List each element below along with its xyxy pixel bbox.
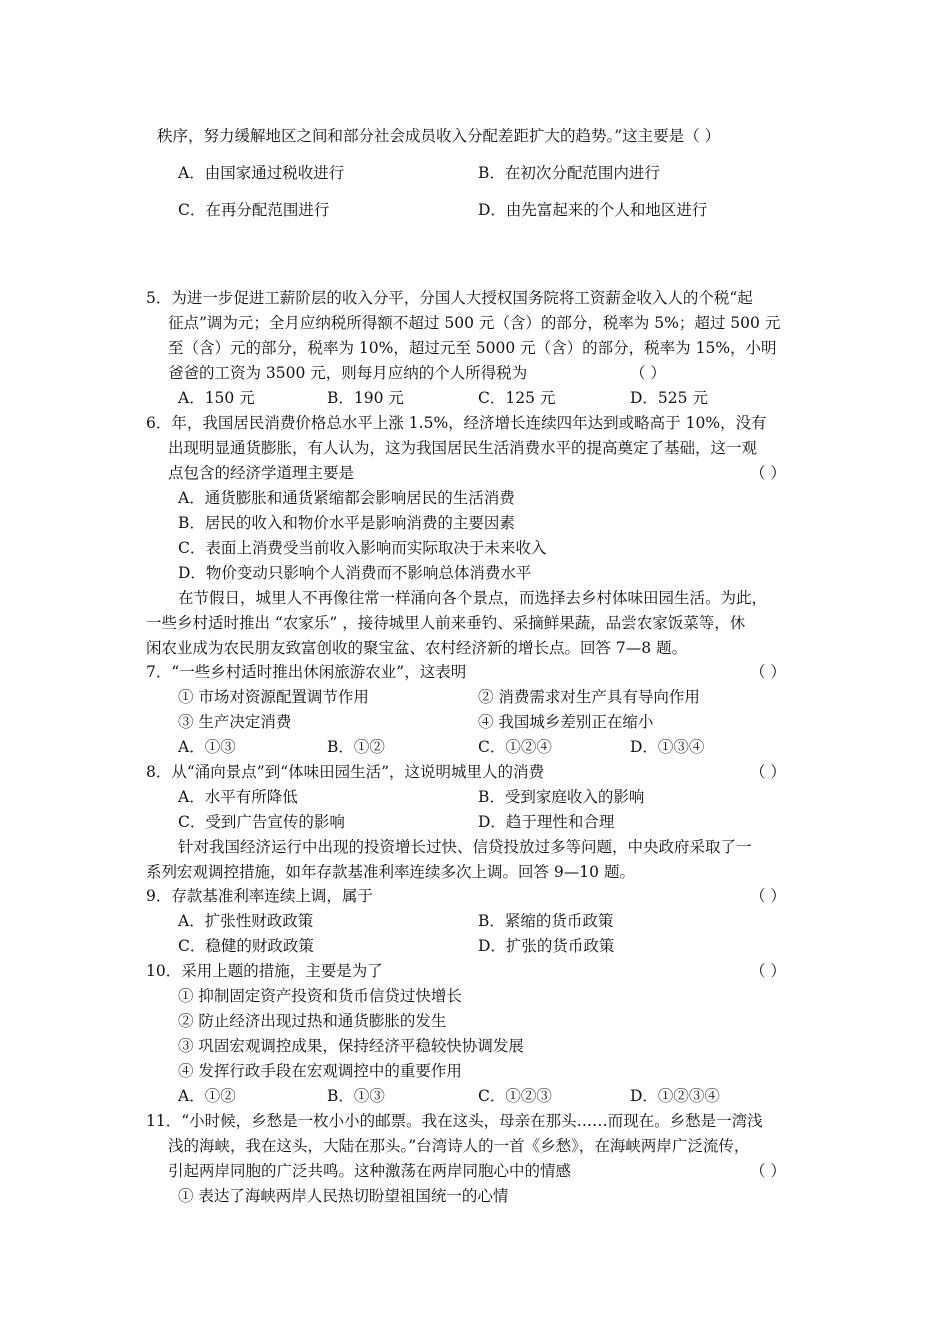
q4-stem: 秩序，努力缓解地区之间和部分社会成员收入分配差距扩大的趋势。”这主要是（ ） bbox=[157, 127, 721, 145]
q7-option-d: D．①③④ bbox=[630, 738, 705, 756]
q10-choice-2: ② 防止经济出现过热和通货膨胀的发生 bbox=[178, 1012, 447, 1030]
q5-option-d: D．525 元 bbox=[630, 389, 708, 407]
q11-choice-1: ① 表达了海峡两岸人民热切盼望祖国统一的心情 bbox=[178, 1187, 509, 1205]
q4-option-c: C．在再分配范围进行 bbox=[178, 201, 330, 219]
q6-line-3: 点包含的经济学道理主要是 bbox=[168, 464, 355, 482]
q10-choice-3: ③ 巩固宏观调控成果，保持经济平稳较快协调发展 bbox=[178, 1037, 524, 1055]
q7-choice-1: ① 市场对资源配置调节作用 bbox=[178, 688, 369, 706]
passage-1-line-1: 在节假日，城里人不再像往常一样涌向各个景点，而选择去乡村体味田园生活。为此， bbox=[178, 589, 768, 607]
q11-line-2: 浅的海峡，我在这头，大陆在那头。”台湾诗人的一首《乡愁》，在海峡两岸广泛流传， bbox=[168, 1137, 750, 1155]
q9-option-d: D．扩张的货币政策 bbox=[478, 937, 615, 955]
q4-option-d: D．由先富起来的个人和地区进行 bbox=[478, 201, 708, 219]
q8-option-c: C．受到广告宣传的影响 bbox=[178, 813, 345, 831]
q8-answer-paren: （ ） bbox=[750, 763, 786, 781]
q6-option-d: D．物价变动只影响个人消费而不影响总体消费水平 bbox=[178, 564, 532, 582]
q7-choice-3: ③ 生产决定消费 bbox=[178, 713, 292, 731]
q8-option-a: A．水平有所降低 bbox=[178, 788, 298, 806]
q10-option-c: C．①②③ bbox=[478, 1087, 552, 1105]
q5-line-2: 征点”调为元；全月应纳税所得额不超过 500 元（含）的部分，税率为 5%；超过 500 元 bbox=[168, 314, 781, 332]
q5-line-3: 至（含）元的部分，税率为 10%，超过元至 5000 元（含）的部分，税率为 15%，小明 bbox=[168, 339, 777, 357]
q5-option-a: A．150 元 bbox=[178, 389, 255, 407]
passage-2-line-2: 系列宏观调控措施，如年存款基准利率连续多次上调。回答 9—10 题。 bbox=[146, 863, 635, 881]
q8-stem: 8．从“涌向景点”到“体味田园生活”，这说明城里人的消费 bbox=[146, 763, 545, 781]
q10-option-d: D．①②③④ bbox=[630, 1087, 720, 1105]
q5-option-c: C．125 元 bbox=[478, 389, 556, 407]
q8-option-d: D．趋于理性和合理 bbox=[478, 813, 615, 831]
q11-answer-paren: （ ） bbox=[750, 1162, 786, 1180]
q11-line-1: 11．“小时候，乡愁是一枚小小的邮票。我在这头，母亲在那头……而现在。乡愁是一湾浅 bbox=[146, 1112, 763, 1130]
q10-stem: 10．采用上题的措施，主要是为了 bbox=[146, 962, 383, 980]
q6-line-1: 6．年，我国居民消费价格总水平上涨 1.5%，经济增长连续四年达到或略高于 10%，没有 bbox=[146, 414, 767, 432]
q5-answer-paren: （ ） bbox=[630, 364, 666, 382]
passage-2-line-1: 针对我国经济运行中出现的投资增长过快、信贷投放过多等问题，中央政府采取了一 bbox=[178, 838, 752, 856]
q6-option-a: A．通货膨胀和通货紧缩都会影响居民的生活消费 bbox=[178, 489, 515, 507]
q7-choice-2: ② 消费需求对生产具有导向作用 bbox=[478, 688, 700, 706]
q10-option-b: B．①③ bbox=[327, 1087, 385, 1105]
q9-option-c: C．稳健的财政政策 bbox=[178, 937, 314, 955]
q5-option-b: B．190 元 bbox=[327, 389, 404, 407]
q9-stem: 9．存款基准利率连续上调，属于 bbox=[146, 887, 373, 905]
q7-answer-paren: （ ） bbox=[750, 663, 786, 681]
q6-option-c: C．表面上消费受当前收入影响而实际取决于未来收入 bbox=[178, 539, 547, 557]
passage-1-line-2: 一些乡村适时推出 “农家乐” ，接待城里人前来垂钓、采摘鲜果蔬，品尝农家饭菜等，休 bbox=[146, 614, 746, 632]
q5-line-1: 5．为进一步促进工薪阶层的收入分平，分国人大授权国务院将工资薪金收入人的个税“起 bbox=[146, 289, 753, 307]
q11-line-3: 引起两岸同胞的广泛共鸣。这种激荡在两岸同胞心中的情感 bbox=[168, 1162, 572, 1180]
q7-option-b: B．①② bbox=[327, 738, 385, 756]
q9-option-b: B．紧缩的货币政策 bbox=[478, 912, 614, 930]
q7-option-c: C．①②④ bbox=[478, 738, 552, 756]
q4-option-a: A．由国家通过税收进行 bbox=[178, 164, 345, 182]
q4-option-b: B．在初次分配范围内进行 bbox=[478, 164, 660, 182]
q9-option-a: A．扩张性财政政策 bbox=[178, 912, 314, 930]
q7-stem: 7．“一些乡村适时推出休闲旅游农业”，这表明 bbox=[146, 663, 467, 681]
q7-option-a: A．①③ bbox=[178, 738, 236, 756]
passage-1-line-3: 闲农业成为农民朋友致富创收的聚宝盆、农村经济新的增长点。回答 7—8 题。 bbox=[146, 639, 688, 657]
q6-line-2: 出现明显通货膨胀，有人认为，这为我国居民生活消费水平的提高奠定了基础，这一观 bbox=[168, 439, 758, 457]
q10-option-a: A．①② bbox=[178, 1087, 236, 1105]
q10-choice-4: ④ 发挥行政手段在宏观调控中的重要作用 bbox=[178, 1062, 462, 1080]
q10-answer-paren: （ ） bbox=[750, 962, 786, 980]
q9-answer-paren: （ ） bbox=[750, 887, 786, 905]
q5-line-4: 爸爸的工资为 3500 元，则每月应纳的个人所得税为 bbox=[168, 364, 528, 382]
q6-answer-paren: （ ） bbox=[750, 464, 786, 482]
q7-choice-4: ④ 我国城乡差别正在缩小 bbox=[478, 713, 654, 731]
q8-option-b: B．受到家庭收入的影响 bbox=[478, 788, 645, 806]
q10-choice-1: ① 抑制固定资产投资和货币信贷过快增长 bbox=[178, 987, 462, 1005]
q6-option-b: B．居民的收入和物价水平是影响消费的主要因素 bbox=[178, 514, 515, 532]
